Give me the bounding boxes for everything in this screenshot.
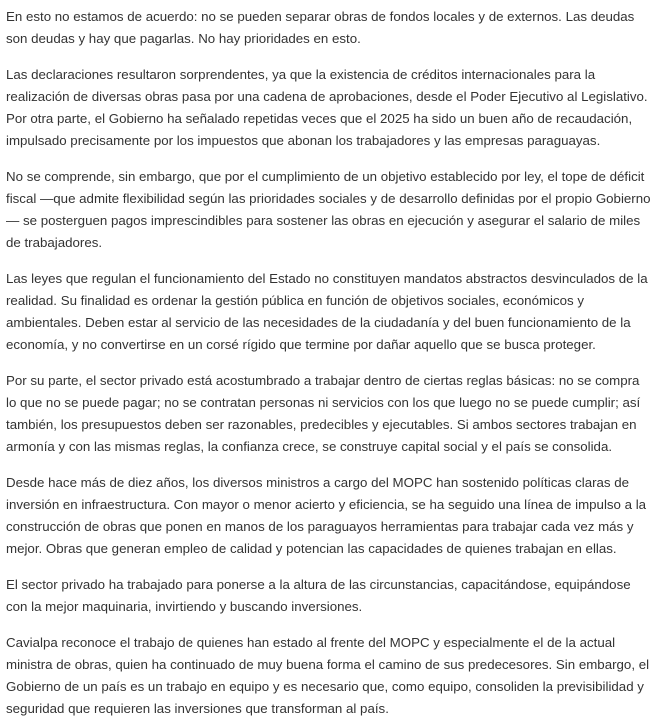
article-paragraph: Cavialpa reconoce el trabajo de quienes han estado al frente del MOPC y especialmente el de la actual ministra de obras, quien ha continuado de muy buena forma el camino de sus predecesores. Sin embargo, el Gobierno de un país es un trabajo en equipo y es necesario que, como equipo, consoliden la previsibilidad y seguridad que requieren las inversiones que transforman al país.: [6, 635, 650, 716]
article-paragraph: El sector privado ha trabajado para ponerse a la altura de las circunstancias, capacitándose, equipándose con la mejor maquinaria, invirtiendo y buscando inversiones.: [6, 577, 631, 614]
article-paragraph: Desde hace más de diez años, los diversos ministros a cargo del MOPC han sostenido políticas claras de inversión en infraestructura. Con mayor o menor acierto y eficiencia, se ha seguido una línea de impulso a la construcción de obras que ponen en manos de los paraguayos herramientas para trabajar cada vez más y mejor. Obras que generan empleo de calidad y potencian las capacidades de quienes trabajan en ellas.: [6, 475, 647, 556]
article-paragraph: No se comprende, sin embargo, que por el cumplimiento de un objetivo establecido por ley, el tope de déficit fiscal —que admite flexibilidad según las prioridades sociales y de desarrollo definidas por el propio Gobierno— se posterguen pagos imprescindibles para sostener las obras en ejecución y asegurar el salario de miles de trabajadores.: [6, 169, 651, 250]
article-paragraph: En esto no estamos de acuerdo: no se pueden separar obras de fondos locales y de externos. Las deudas son deudas y hay que pagarlas. No hay prioridades en esto.: [6, 9, 635, 46]
article-paragraph: Por su parte, el sector privado está acostumbrado a trabajar dentro de ciertas reglas básicas: no se compra lo que no se puede pagar; no se contratan personas ni servicios con los que luego no se puede cumplir; así también, los presupuestos deben ser razonables, predecibles y ejecutables. Si ambos sectores trabajan en armonía y con las mismas reglas, la confianza crece, se construye capital social y el país se consolida.: [6, 373, 641, 454]
article-paragraph: Las leyes que regulan el funcionamiento del Estado no constituyen mandatos abstractos desvinculados de la realidad. Su finalidad es ordenar la gestión pública en función de objetivos sociales, económicos y ambientales. Deben estar al servicio de las necesidades de la ciudadanía y del buen funcionamiento de la economía, y no convertirse en un corsé rígido que termine por dañar aquello que se busca proteger.: [6, 271, 648, 352]
article-paragraph: Las declaraciones resultaron sorprendentes, ya que la existencia de créditos internacionales para la realización de diversas obras pasa por una cadena de aprobaciones, desde el Poder Ejecutivo al Legislativo. Por otra parte, el Gobierno ha señalado repetidas veces que el 2025 ha sido un buen año de recaudación, impulsado precisamente por los impuestos que abonan los trabajadores y las empresas paraguayas.: [6, 67, 648, 148]
